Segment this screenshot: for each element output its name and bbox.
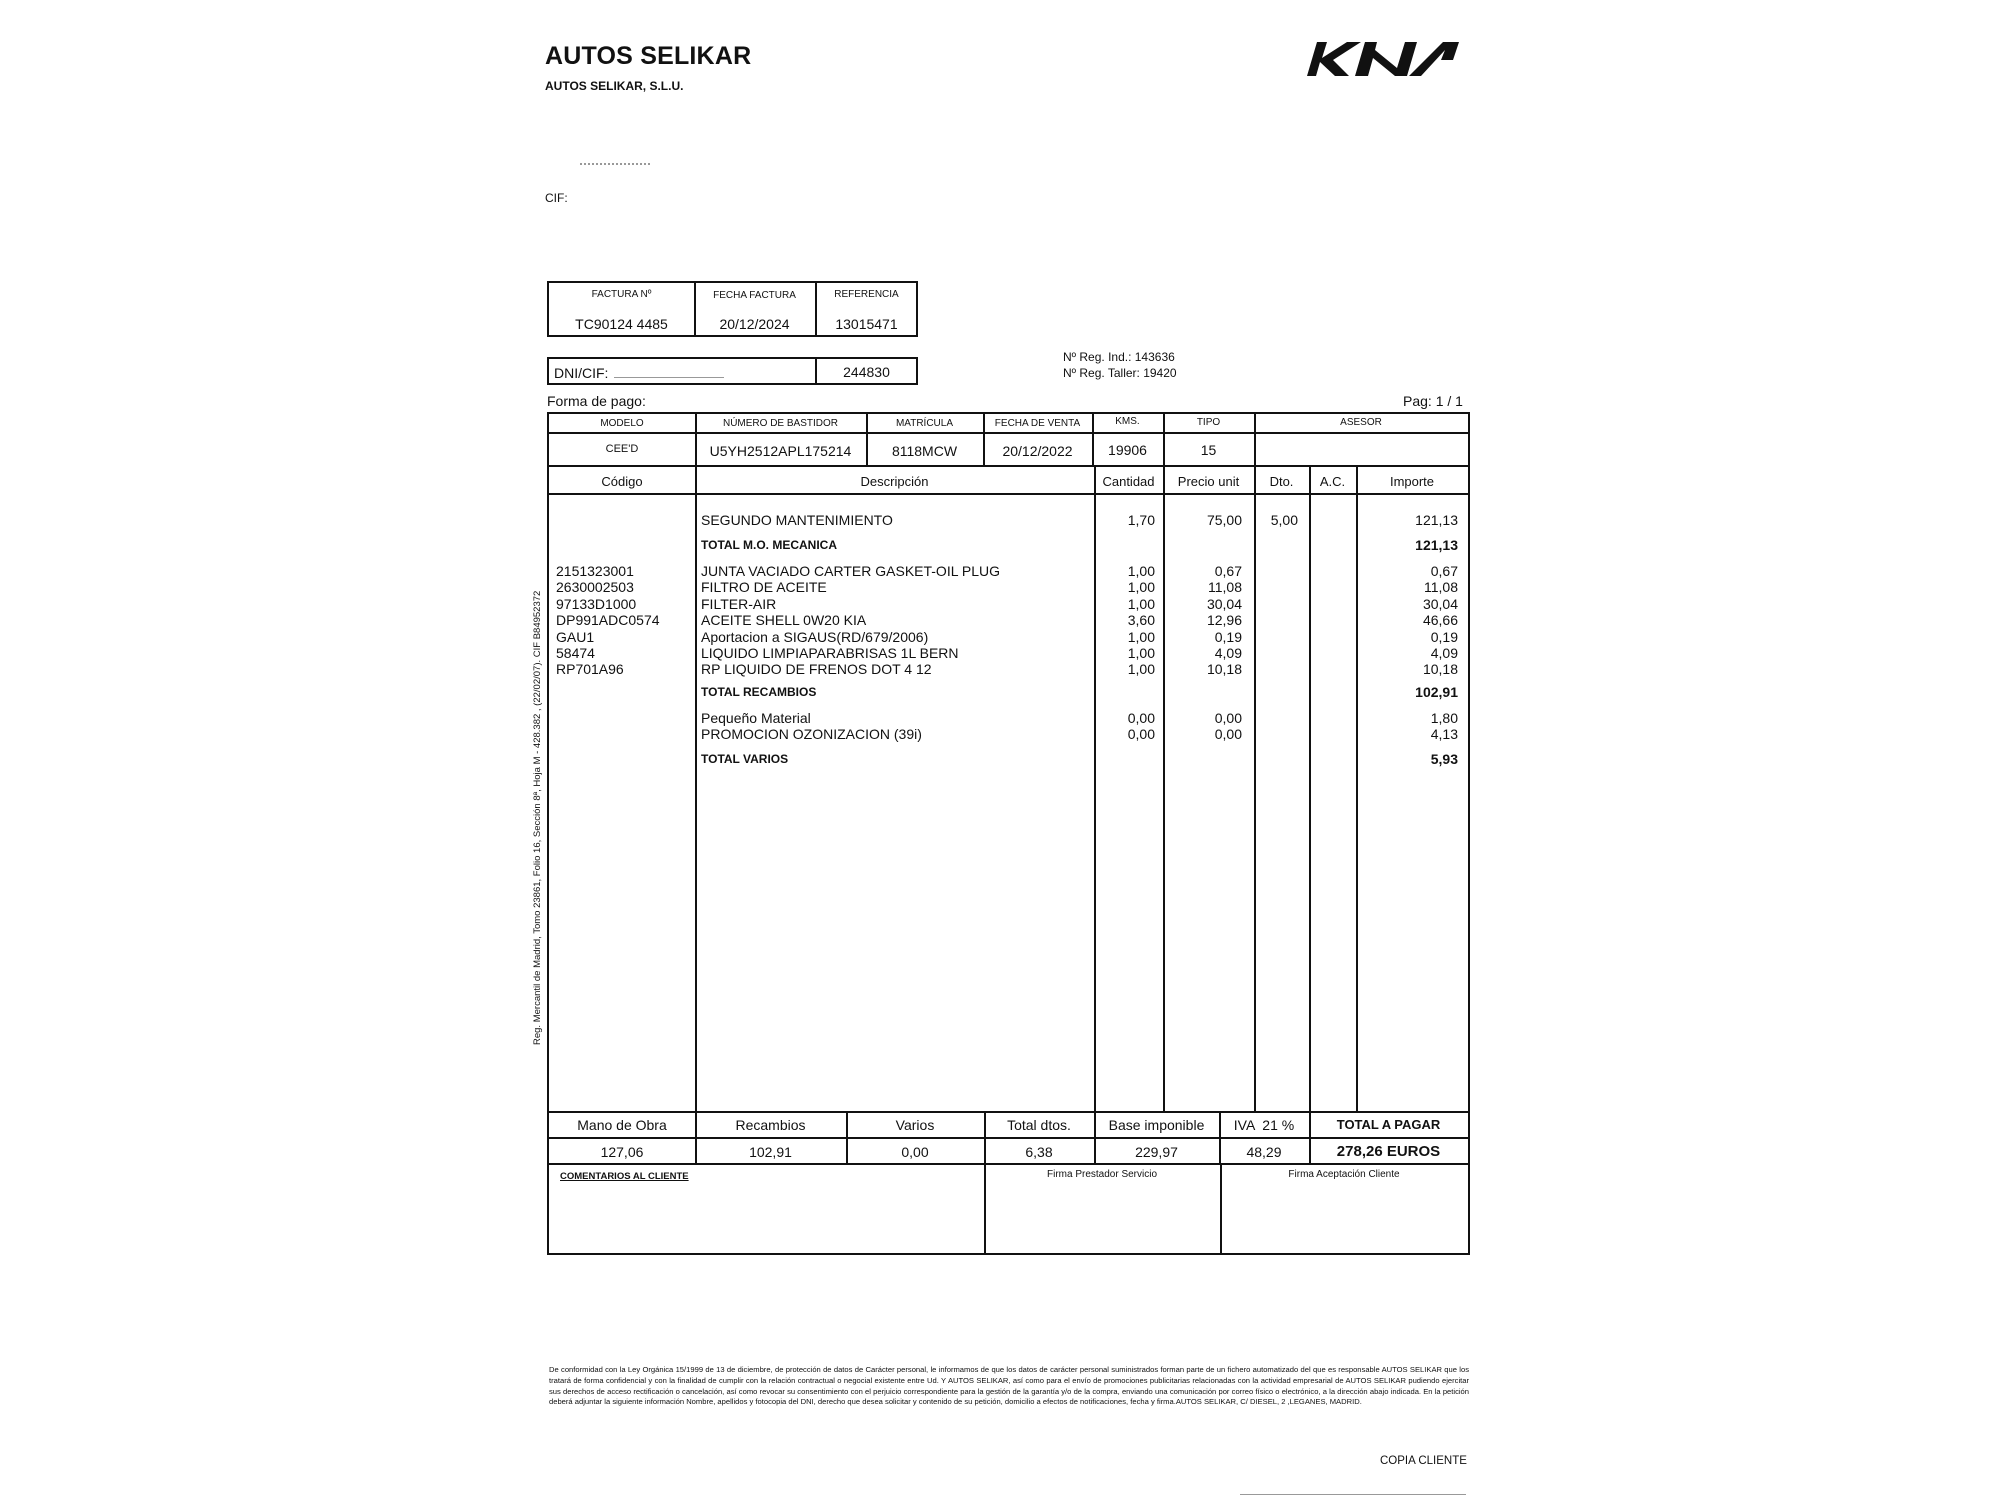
dni-box [547, 357, 918, 385]
redacted-line [614, 377, 724, 378]
totals-parts-header: Recambios [735, 1117, 806, 1133]
fecha-venta-header: FECHA DE VENTA [994, 418, 1081, 429]
table-row-price: 0,67 [1214, 563, 1242, 579]
invoice-number: TC90124 4485 [575, 316, 668, 332]
tipo-header: TIPO [1196, 417, 1221, 428]
totals-grand-total: 278,26 EUROS [1336, 1143, 1441, 1160]
labour-total-label: TOTAL M.O. MECANICA [701, 538, 837, 552]
table-row-qty: 1,00 [1127, 628, 1155, 645]
misc-prices [1170, 710, 1242, 743]
table-row-desc: ACEITE SHELL 0W20 KIA [701, 612, 867, 629]
vehicle-vin: U5YH2512APL175214 [709, 443, 852, 459]
vehicle-sale-date: 20/12/2022 [1002, 443, 1073, 459]
bastidor-header: NÚMERO DE BASTIDOR [722, 418, 838, 429]
table-row-amount: 4,13 [1430, 726, 1458, 743]
asesor-header: ASESOR [1340, 417, 1382, 428]
client-signature-label: Firma Aceptación Cliente [1288, 1169, 1400, 1180]
company-name: AUTOS SELIKAR [545, 42, 752, 70]
table-row-amount: 10,18 [1422, 661, 1458, 678]
company-legal-name: AUTOS SELIKAR, S.L.U. [545, 79, 684, 93]
copy-label: COPIA CLIENTE [1380, 1455, 1467, 1467]
table-row-code: 2630002503 [556, 579, 634, 596]
footer-divider [1240, 1494, 1466, 1495]
table-row-price: 0,00 [1214, 710, 1242, 726]
totals-base: 229,97 [1135, 1144, 1178, 1160]
invoice-date: 20/12/2024 [719, 316, 790, 332]
vehicle-type: 15 [1200, 442, 1217, 458]
table-row-qty: 1,00 [1127, 661, 1155, 678]
table-row-amount: 0,19 [1430, 628, 1458, 645]
registry-taller: Nº Reg. Taller: 19420 [1063, 366, 1177, 380]
table-row-code: RP701A96 [556, 661, 624, 678]
table-row-amount: 30,04 [1422, 595, 1458, 612]
comments-label: COMENTARIOS AL CLIENTE [560, 1171, 689, 1182]
table-row-desc: LIQUIDO LIMPIAPARABRISAS 1L BERN [701, 644, 959, 661]
parts-amounts [1370, 563, 1458, 678]
misc-total: 5,93 [1430, 751, 1458, 767]
totals-total-header: TOTAL A PAGAR [1336, 1117, 1441, 1132]
table-row-code: 2151323001 [556, 563, 634, 579]
page-number: Pag: 1 / 1 [1403, 393, 1463, 409]
table-row-qty: 1,00 [1127, 644, 1155, 661]
vehicle-kms: 19906 [1108, 442, 1147, 458]
table-row-price: 0,19 [1214, 628, 1242, 645]
table-row-price: 0,00 [1214, 726, 1242, 743]
labour-amount: 121,13 [1415, 512, 1458, 528]
table-row-code: DP991ADC0574 [556, 612, 660, 629]
invoice-box [547, 281, 918, 337]
labour-dto: 5,00 [1270, 512, 1298, 528]
labour-qty: 1,70 [1127, 512, 1155, 528]
misc-qtys [1093, 710, 1155, 743]
invoice-reference: 13015471 [835, 316, 898, 332]
totals-labour-header: Mano de Obra [577, 1117, 667, 1133]
table-row-qty: 1,00 [1127, 563, 1155, 579]
table-row-amount: 4,09 [1430, 644, 1458, 661]
vehicle-model: CEE'D [605, 443, 639, 455]
totals-misc: 0,00 [901, 1144, 929, 1160]
invoice-number-header: FACTURA Nº [591, 289, 652, 300]
table-row-price: 12,96 [1206, 612, 1242, 629]
misc-total-label: TOTAL VARIOS [701, 752, 789, 766]
table-row-amount: 11,08 [1424, 579, 1458, 596]
kia-logo-icon [1305, 38, 1465, 80]
signatures-box [547, 1163, 1470, 1255]
labour-price: 75,00 [1206, 512, 1242, 528]
table-row-desc: JUNTA VACIADO CARTER GASKET-OIL PLUG [701, 563, 1000, 579]
cif-label: CIF: [545, 191, 568, 205]
table-row-qty: 1,00 [1127, 579, 1155, 596]
totals-vat-header: IVA 21 % [1233, 1117, 1295, 1133]
totals-base-header: Base imponible [1108, 1117, 1205, 1133]
table-row-qty: 0,00 [1127, 726, 1155, 743]
col-ac: A.C. [1319, 474, 1346, 489]
table-row-desc: PROMOCION OZONIZACION (39i) [701, 726, 922, 743]
table-row-desc: Pequeño Material [701, 710, 811, 726]
col-dto: Dto. [1269, 474, 1294, 489]
table-row-desc: FILTRO DE ACEITE [701, 579, 827, 596]
invoice-date-header: FECHA FACTURA [713, 290, 796, 301]
legal-notice: De conformidad con la Ley Orgánica 15/1999 de 13 de diciembre, de protección de datos de Carácter personal, le informamos de que los datos de carácter personal suministrados forman parte de un fichero automatizado del que es responsable AUTOS SELIKAR que los tratará de forma confidencial y con la finalidad de cumplir con la relación contractual o negocial existente entre Ud. Y AUTOS SELIKAR, así como para el envío de promociones publicitarias relacionadas con la actividad empresarial de AUTOS SELIKAR pudiendo ejercitar sus derechos de acceso rectificación o cancelación, así como revocar su consentimiento con el perjuicio correspondiente para la gestión de la garantía y/o de la compra, enviando una comunicación por correo físico o electrónico, a la dirección abajo indicada. En la petición deberá adjuntar la siguiente información Nombre, apellidos y fotocopia del DNI, derecho que desea solicitar y contenido de su petición, domicilio a efectos de notificaciones, fecha y firma.AUTOS SELIKAR, C/ DIESEL, 2 ,LEGANES, MADRID. [549, 1365, 1469, 1407]
table-row-amount: 0,67 [1430, 563, 1458, 579]
col-codigo: Código [601, 474, 643, 489]
totals-labour: 127,06 [600, 1144, 644, 1160]
redacted-line [580, 163, 650, 165]
invoice-reference-header: REFERENCIA [834, 289, 899, 300]
misc-amounts [1370, 710, 1458, 743]
table-row-price: 11,08 [1208, 579, 1242, 596]
table-row-price: 10,18 [1206, 661, 1242, 678]
payment-label: Forma de pago: [547, 393, 646, 409]
col-cantidad: Cantidad [1102, 474, 1155, 489]
col-precio: Precio unit [1177, 474, 1240, 489]
parts-prices [1170, 563, 1242, 678]
table-row-desc: RP LIQUIDO DE FRENOS DOT 4 12 [701, 661, 932, 678]
registry-ind: Nº Reg. Ind.: 143636 [1063, 350, 1175, 364]
misc-descs [701, 710, 1086, 743]
totals-box [547, 1111, 1470, 1165]
brand-logo [1305, 38, 1465, 85]
modelo-header: MODELO [600, 418, 644, 429]
table-row-amount: 1,80 [1430, 710, 1458, 726]
table-row-amount: 46,66 [1422, 612, 1458, 629]
matricula-header: MATRÍCULA [895, 418, 954, 429]
vehicle-box [547, 412, 1470, 467]
table-row-code: 58474 [556, 644, 595, 661]
kms-header: KMS. [1115, 416, 1140, 427]
table-row-qty: 3,60 [1127, 612, 1155, 629]
totals-discount: 6,38 [1025, 1144, 1053, 1160]
parts-qtys [1093, 563, 1155, 678]
table-row-code: GAU1 [556, 628, 595, 645]
totals-vat: 48,29 [1246, 1144, 1282, 1160]
table-row-price: 4,09 [1214, 644, 1242, 661]
table-row-code: 97133D1000 [556, 595, 637, 612]
parts-codes [556, 563, 696, 678]
table-row-qty: 0,00 [1127, 710, 1155, 726]
table-row-desc: FILTER-AIR [701, 595, 777, 612]
col-descripcion: Descripción [860, 474, 929, 489]
totals-discount-header: Total dtos. [1007, 1117, 1071, 1133]
vehicle-plate: 8118MCW [891, 443, 958, 459]
labour-total: 121,13 [1415, 537, 1458, 553]
registry-sidebar: Reg. Mercantil de Madrid, Tomo 23861, Folio 16, Sección 8ª, Hoja M - 428.382 , (22/02/07). CIF B84952372 [532, 590, 543, 1045]
col-importe: Importe [1389, 474, 1435, 489]
totals-misc-header: Varios [895, 1117, 935, 1133]
table-row-price: 30,04 [1206, 595, 1242, 612]
table-row-qty: 1,00 [1127, 595, 1155, 612]
client-code: 244830 [843, 364, 890, 380]
provider-signature-label: Firma Prestador Servicio [1046, 1169, 1158, 1180]
labour-desc: SEGUNDO MANTENIMIENTO [701, 512, 893, 528]
table-row-desc: Aportacion a SIGAUS(RD/679/2006) [701, 628, 929, 645]
dni-label: DNI/CIF: [554, 365, 609, 381]
parts-descs [701, 563, 1086, 678]
parts-total: 102,91 [1415, 684, 1458, 700]
totals-parts: 102,91 [749, 1144, 792, 1160]
parts-total-label: TOTAL RECAMBIOS [701, 685, 817, 699]
